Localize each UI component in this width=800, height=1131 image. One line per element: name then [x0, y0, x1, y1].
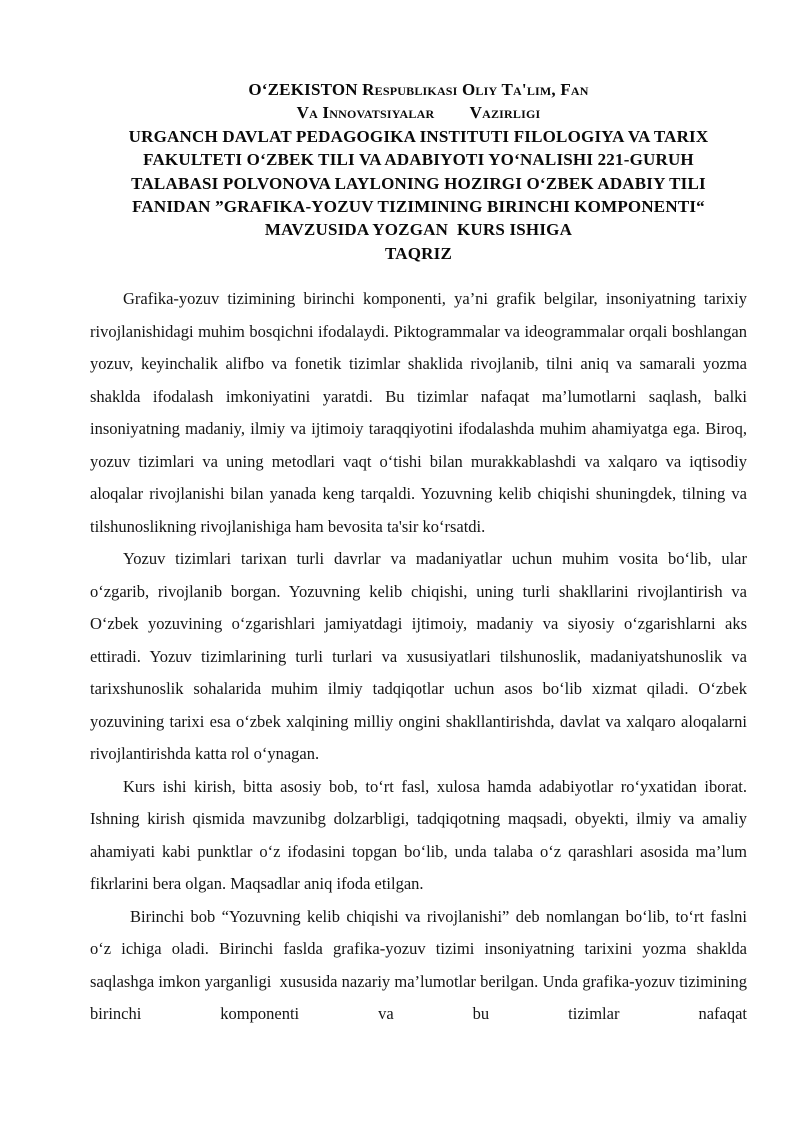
document-body — [90, 283, 752, 1031]
title-line-faculty: FAKULTETI O‘ZBEK TILI VA ADABIYOTI YO‘NALISHI 221-GURUH — [143, 150, 694, 170]
title-line-ministry-2: Va Innovatsiyalar Vazirligi — [296, 103, 541, 123]
title-line-institute: URGANCH DAVLAT PEDAGOGIKA INSTITUTI FILOLOGIYA VA TARIX — [128, 126, 709, 146]
paragraph-3: Kurs ishi kirish, bitta asosiy bob, to‘rt fasl, xulosa hamda adabiyotlar ro‘yxatidan iborat. Ishning kirish qismida mavzunibg dolzarbligi, tadqiqotning maqsadi, obyekti, ilmiy va amaliy ahamiyati kabi punktlar o‘z ifodasini topgan bo‘lib, unda talaba o‘z qarashlari asosida ma’lum fikrlarini bera olgan. Maqsadlar aniq ifoda etilgan. — [90, 776, 752, 894]
title-line-taqriz: TAQRIZ — [384, 243, 452, 263]
paragraph-1: Grafika-yozuv tizimining birinchi komponenti, ya’ni grafik belgilar, insoniyatning tarixiy rivojlanishidagi muhim bosqichni ifodalaydi. Piktogrammalar va ideogrammalar orqali boshlangan yozuv, keyinchalik alifbo va fonetik tizimlar shaklida rivojlanib, tilni aniq va samarali yozma shaklda ifodalash imkoniyatini yaratdi. Bu tizimlar nafaqat ma’lumotlarni saqlash, balki insoniyatning madaniy, ilmiy va ijtimoiy taraqqiyotini ifodalashda muhim ahamiyatga ega. Biroq, yozuv tizimlari va uning metodlari vaqt o‘tishi bilan murakkablashdi va xalqaro va iqtisodiy aloqalar rivojlanishi bilan yanada keng tarqaldi. Yozuvning kelib chiqishi shuningdek, tilning va tilshunoslikning rivojlanishiga ham bevosita ta'sir ko‘rsatdi. — [90, 289, 752, 536]
paragraph-2: Yozuv tizimlari tarixan turli davrlar va madaniyatlar uchun muhim vosita bo‘lib, ular o‘zgarib, rivojlanib borgan. Yozuvning kelib chiqishi, uning turli shakllarini rivojlantirish va O‘zbek yozuvining o‘zgarishlari jamiyatdagi ijtimoiy, madaniy va siyosiy o‘zgarishlarni aks ettiradi. Yozuv tizimlarining turli turlari va xususiyatlari tilshunoslik, madaniyatshunoslik va tarixshunoslik sohalarida muhim ilmiy tadqiqotlar uchun asos bo‘lib xizmat qiladi. O‘zbek yozuvining tarixi esa o‘zbek xalqining milliy ongini shakllantirishda, davlat va xalqaro aloqalarni rivojlantirishda katta rol o‘ynagan. — [90, 549, 752, 764]
paragraph-4: Birinchi bob “Yozuvning kelib chiqishi va rivojlanishi” deb nomlangan bo‘lib, to‘rt faslni o‘z ichiga oladi. Birinchi faslda grafika-yozuv tizimi insoniyatning tarixini yozma shaklda saqlashga imkon yarganligi xususida nazariy ma’lumotlar berilgan. Unda grafika-yozuv tizimining birinchi komponenti va bu tizimlar nafaqat — [90, 906, 752, 1024]
title-line-coursework: MAVZUSIDA YOZGAN KURS ISHIGA — [264, 220, 573, 240]
document-title-block — [90, 78, 747, 265]
title-line-ministry-1: O‘ZEKISTON Respublikasi Oliy Ta'lim, Fan — [248, 80, 589, 99]
title-line-topic: FANIDAN ”GRAFIKA-YOZUV TIZIMINING BIRINCHI KOMPONENTI“ — [132, 197, 705, 217]
title-line-student: TALABASI POLVONOVA LAYLONING HOZIRGI O‘ZBEK ADABIY TILI — [131, 173, 706, 193]
